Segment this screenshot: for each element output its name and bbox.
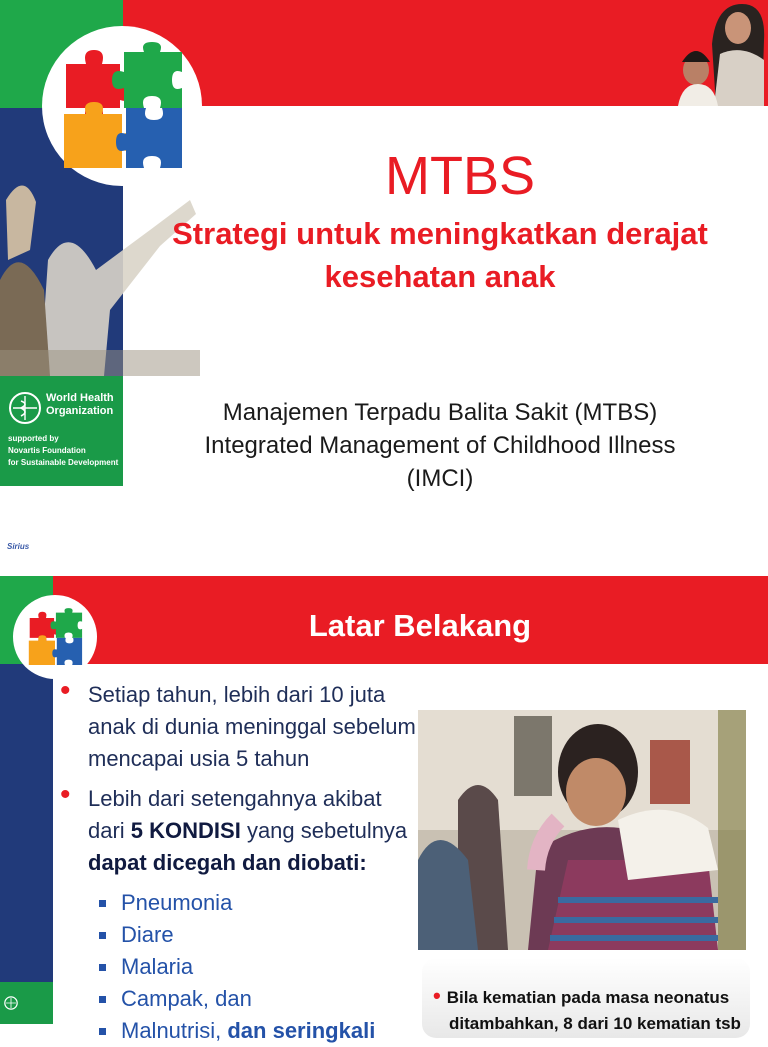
caption-line-2: ditambahkan, 8 dari 10 kematian tsb	[449, 1014, 741, 1033]
photo-mother-and-child	[668, 0, 768, 106]
sub-bullet-item: Diare	[60, 919, 420, 951]
photo-child-on-mothers-back	[418, 710, 746, 950]
supported-by-label: supported by	[8, 434, 59, 443]
bullet-emphasis: dapat dicegah dan diobati:	[88, 850, 367, 875]
sub-bullet-item: Campak, dan	[60, 983, 420, 1015]
sub-bullet-text: Malnutrisi,	[121, 1018, 222, 1043]
sub-bullet-item	[60, 1015, 420, 1047]
who-name	[46, 392, 114, 418]
bullet-item: • Setiap tahun, lebih dari 10 juta anak di dunia meninggal sebelum mencapai usia 5 tahun	[60, 679, 420, 775]
navy-side-panel	[0, 664, 53, 982]
body-line-2: Integrated Management of Childhood Illness	[204, 432, 676, 459]
bullet-text: yang sebetulnya	[240, 818, 408, 843]
bullet-list	[60, 679, 420, 1047]
slide-body-text	[140, 396, 740, 495]
sub-bullet-item: Malaria	[60, 951, 420, 983]
bullet-text: Lebih dari setengahnya akibat dari	[88, 786, 382, 843]
body-line-3: (IMCI)	[406, 465, 474, 492]
puzzle-logo-icon	[27, 608, 83, 666]
puzzle-logo-icon	[60, 42, 184, 170]
who-name-line-1: World Health	[46, 392, 114, 404]
slide-subtitle: Strategi untuk meningkatkan derajat kesehatan anak	[172, 216, 708, 294]
bullet-item	[60, 783, 420, 879]
footer-logo: Sirius	[7, 542, 30, 551]
sub-bullet-emphasis: dan seringkali	[221, 1018, 376, 1043]
bullet-dot-icon: •	[433, 983, 441, 1008]
who-logo-block	[0, 376, 123, 486]
body-line-1: Manajemen Terpadu Balita Sakit (MTBS)	[222, 399, 658, 426]
caption-line-1-text: Bila kematian pada masa neonatus	[446, 988, 730, 1007]
who-emblem-icon	[4, 996, 18, 1010]
sub-bullet-item: Pneumonia	[60, 887, 420, 919]
bullet-emphasis: 5 KONDISI	[130, 818, 241, 843]
who-supporters	[8, 433, 118, 469]
caption-line-1	[433, 983, 753, 1011]
who-name-line-2: Organization	[46, 405, 114, 417]
slide-2	[0, 576, 768, 1043]
who-logo-small	[0, 982, 53, 1024]
sponsor-line-2: for Sustainable Development	[8, 458, 119, 467]
who-emblem-icon	[8, 391, 42, 425]
sponsor-line-1: Novartis Foundation	[8, 446, 86, 455]
caption-text	[433, 983, 753, 1037]
slide-title: Latar Belakang	[308, 608, 532, 643]
slide-title: MTBS	[384, 146, 535, 206]
